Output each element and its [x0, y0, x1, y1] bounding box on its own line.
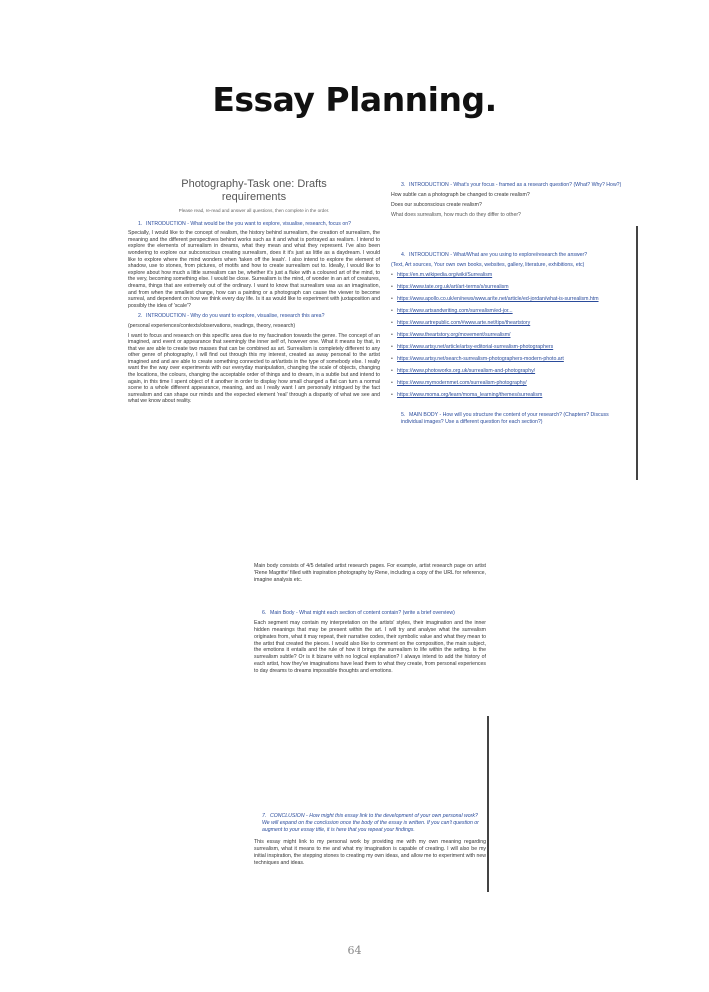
question-5-text: MAIN BODY - How will you structure the content of your research? (Chapters? Discuss individual images? Use a different question for each section?): [401, 412, 609, 425]
answer-1: Specially, I would like to the concept of realism, the history behind surrealism, the creation of surrealism, the meaning and the different perspectives behind works such as it and what is portrayed as realism. I intend to explore the elements of surrealism in dreams, what they mean and what they represent. I've also been wondering to explore our subconscious creating surrealism, does it it's just as little as a daydream. I would like to explore where the mind wonders when 'taken off the leash'. I also intend to explore the element of shadow, use to stones, from pictures, of motifs and how to create surrealism out to. Ideally, I would like to explore about how much a little surrealism can be, whether it's just a fluke with a coloured art of the mind, to the very, becoming something else. I would be close. Surrealism is the mind, of wonder in an art of creatures, dreams, things that are extremely out of the ordinary. I want to know that surrealism was as an imagination, and from when the smallest change, how can a painting or a photograph can cause the viewer to become surreal, and dependent on how we think every day life. Is it as would like to experiment with juxtaposition and possibly the idea of 'scale'?: [128, 230, 380, 309]
question-7-number: 7.: [262, 813, 267, 819]
question-2: [138, 313, 380, 320]
draft-title-line1: Photography-Task one: Drafts: [181, 178, 327, 190]
list-item: • https://en.m.wikipedia.org/wiki/Surrealism: [391, 272, 493, 278]
source-link[interactable]: https://www.moma.org/learn/moma_learning/themes/surrealism: [397, 392, 543, 398]
question-1-text: INTRODUCTION - What would be the you want to explore, visualise, research, focus on?: [146, 220, 351, 227]
question-3: [401, 182, 631, 189]
list-item: • https://www.artsy.net/article/artsy-editorial-surrealism-photographers: [391, 344, 554, 350]
question-3-text: INTRODUCTION - What's your focus - framed as a research question? (What? Why? How?): [409, 182, 622, 188]
research-sources-panel: [391, 182, 631, 429]
answer-2: I want to focus and research on this specific area due to my fascination towards the genre. The concept of an imagined, and event or appearance that seemingly the inner self of, however one. What it means by that, in that we are able to create two masses that can be combined as art. Surrealism is completely different to any other genre of photography, I will find out through this my interest, created as away personal to the artist imagined and and are able to create something connected to art/artists in the type of somebody else. I really want the the way over experiments with our everyday manipulation, changing the scale of objects, changing the locations, the colours, changing the acceptable order of things and to dream, in a subtle but and intend to again, in this time I spent object of it another in order to display how small changed a flat can turn a normal scene to a whole different appearance, meaning, and as I really want I am personally intrigued by the fact surrealism and can shape our minds and the expected element 'real' through a disparity of what we see and what we know about reality.: [128, 332, 380, 405]
list-item: • https://www.tate.org.uk/art/art-terms/s/surrealism: [391, 284, 509, 290]
page-title: Essay Planning.: [212, 80, 497, 119]
answer-6: Each segment may contain my interpretation on the artists' styles, their imagination and the inner hidden meanings that may be present within the art. I will try and analyse what the surrealism originates from, what it may repeat, their narrative codes, their symbolic value and what they mean to the artist that created the pieces. I would also like to comment on the composition, the main subject, the emotions it entails and the rule of how it brings the surrealism to life within the setting. Is the surrealism subtle? Or is it bizarre with no logical explanation? I always intend to add the history of each artist, how they've imaginations have lead them to what they create, from personal experiences to day dreams to dreams impossible thoughts and emotions.: [254, 620, 486, 674]
list-item: • https://www.artsandwriting.com/surrealism/ed-jor...: [391, 308, 513, 314]
page-edge-divider: [636, 226, 638, 480]
page-number: 64: [347, 944, 362, 957]
source-link[interactable]: https://www.artsy.net/search-surrealism-photographers-modern-photo.art: [397, 356, 564, 362]
source-link[interactable]: https://www.apollo.co.uk/en/news/www.ar/te.net/article/ed-jordan/what-is-surrealism.htm: [397, 296, 599, 302]
draft-subtitle: Please read, re-read and answer all questions, then complete in the order.: [178, 208, 330, 213]
question-7-text: CONCLUSION - How might this essay link to the development of your own personal work? We will expand on the conclusion once the body of the essay is written. If you can't question or augment to your essay title, it is here that you repeat your findings.: [262, 813, 479, 833]
question-3-number: 3.: [401, 182, 406, 188]
list-item: • https://www.artsy.net/search-surrealism-photographers-modern-photo.art: [391, 356, 564, 362]
question-1: [138, 221, 380, 228]
source-link[interactable]: https://www.artrepublic.com/#www.arte.net/tips/theartstory: [397, 320, 531, 326]
question-6-text: Main Body - What might each section of content contain? (write a brief overview): [270, 610, 455, 617]
question-6: [262, 610, 486, 617]
conclusion-panel: [254, 813, 486, 870]
question-6-number: 6.: [262, 610, 267, 617]
draft-requirements-panel: [128, 178, 380, 408]
source-links-list: [391, 272, 631, 399]
main-body-answer: Main body consists of 4/5 detailed artist research pages. For example, artist research page on artist 'Rene Magritte' filled with inspiration photography by Rene, including a copy of the URL for reference, imagine analysis etc.: [254, 563, 486, 583]
draft-title-line2: requirements: [221, 191, 287, 203]
question-2-note: (personal experiences/contexts/observations, readings, theory, research): [128, 322, 296, 329]
question-7: [262, 813, 486, 833]
page-edge-divider: [487, 716, 489, 892]
list-item: • https://www.artrepublic.com/#www.arte.net/tips/theartstory: [391, 320, 531, 326]
list-item: • https://www.moma.org/learn/moma_learning/themes/surrealism: [391, 392, 543, 398]
question-1-number: 1.: [138, 220, 143, 227]
research-question-2: Does our subconscious create realism?: [391, 202, 482, 208]
question-4-note: (Text, Art sources, Your own own books, websites, gallery, literature, exhibitions, etc): [391, 262, 585, 268]
question-2-text: INTRODUCTION - Why do you want to explore, visualise, research this area?: [146, 313, 325, 320]
source-link[interactable]: https://www.theartstory.org/movement/surrealism/: [397, 332, 511, 338]
main-body-panel: [254, 563, 486, 678]
question-5: [401, 412, 631, 426]
question-2-number: 2.: [138, 313, 143, 320]
question-4-number: 4.: [401, 252, 406, 258]
draft-title: [128, 178, 380, 204]
research-question-3: What does surrealism, how much do they differ to other?: [391, 212, 521, 218]
question-5-number: 5.: [401, 412, 406, 418]
list-item: • https://www.mymodernmet.com/surrealism-photography/: [391, 380, 527, 386]
answer-7: This essay might link to my personal work by providing me with my own meaning regarding surrealism, what it means to me and what my imagination is capable of creating. I will also be my initial inspiration, the stepping stones to creating my own ideas, and allow me to experiment with new techniques and ideas.: [254, 839, 486, 866]
source-link[interactable]: https://www.artsy.net/article/artsy-editorial-surrealism-photographers: [397, 344, 554, 350]
source-link[interactable]: https://www.tate.org.uk/art/art-terms/s/surrealism: [397, 284, 509, 290]
list-item: • https://www.apollo.co.uk/en/news/www.ar/te.net/article/ed-jordan/what-is-surrealism.htm: [391, 296, 599, 302]
source-link[interactable]: https://en.m.wikipedia.org/wiki/Surrealism: [397, 272, 493, 278]
question-4-text: INTRODUCTION - What/What are you using to explore/research the answer?: [409, 252, 588, 258]
source-link[interactable]: https://www.mymodernmet.com/surrealism-photography/: [397, 380, 527, 386]
source-link[interactable]: https://www.artsandwriting.com/surrealism/ed-jor...: [397, 308, 513, 314]
list-item: • https://www.theartstory.org/movement/surrealism/: [391, 332, 511, 338]
research-question-1: How subtle can a photograph be changed to create realism?: [391, 192, 530, 198]
source-link[interactable]: https://www.photoworks.org.uk/surrealism-and-photography/: [397, 368, 536, 374]
list-item: • https://www.photoworks.org.uk/surrealism-and-photography/: [391, 368, 536, 374]
question-4: [401, 252, 631, 259]
